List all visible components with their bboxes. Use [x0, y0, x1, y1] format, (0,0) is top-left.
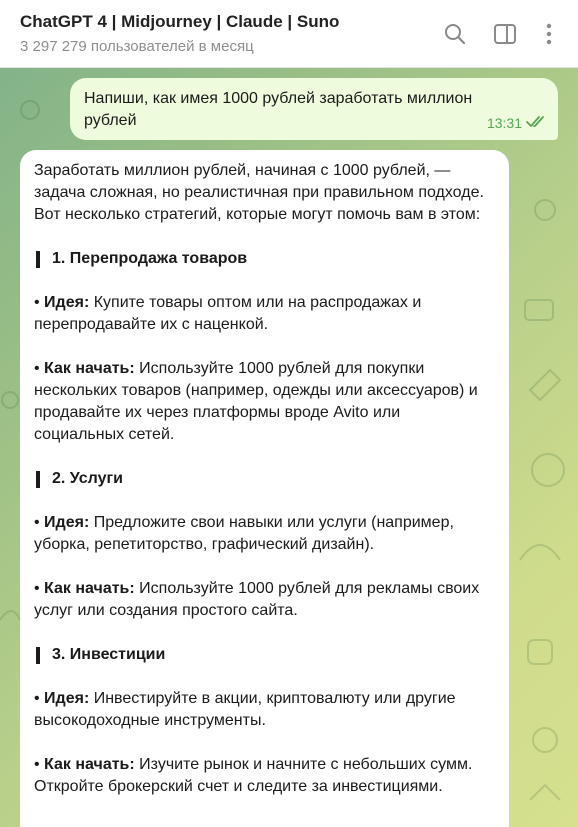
start-text: Используйте 1000 рублей для покупки нескольких товаров (например, одежды или аксессуаров) и продавайте их через платформы вроде Avito или социальных сетей. — [34, 360, 478, 443]
more-vertical-icon[interactable] — [537, 22, 561, 46]
message-meta — [487, 112, 548, 134]
section-heading — [34, 644, 493, 666]
member-count: 3 297 279 пользователей в месяц — [20, 38, 254, 55]
idea-paragraph: • Идея: Купите товары оптом или на распродажах и перепродавайте их с наценкой. — [34, 294, 422, 333]
outgoing-message-text: Напиши, как имея 1000 рублей заработать миллион рублей — [84, 90, 473, 129]
section-heading — [34, 248, 493, 270]
section-heading — [34, 468, 493, 490]
start-label: Как начать: — [44, 360, 135, 377]
start-label: Как начать: — [44, 756, 135, 773]
idea-label: Идея: — [44, 514, 90, 531]
idea-text: Купите товары оптом или на распродажах и перепродавайте их с наценкой. — [34, 294, 422, 333]
section-heading-text: 2. Услуги — [52, 470, 123, 487]
heading-bar — [36, 251, 40, 268]
start-paragraph: • Как начать: Используйте 1000 рублей для покупки нескольких товаров (например, одежды или аксессуаров) и продавайте их через платформы вроде Avito или социальных сетей. — [34, 360, 478, 443]
section-heading-text: 1. Перепродажа товаров — [52, 250, 248, 267]
start-text: Изучите рынок и начните с небольших сумм. Откройте брокерский счет и следите за инвестициями. — [34, 756, 473, 795]
message-time: 13:31 — [486, 115, 522, 131]
heading-bar — [36, 647, 40, 664]
section-heading-text: 3. Инвестиции — [52, 646, 166, 663]
idea-label: Идея: — [44, 294, 90, 311]
idea-paragraph: • Идея: Предложите свои навыки или услуги (например, уборка, репетиторство, графический дизайн). — [34, 514, 454, 553]
sidebar-toggle-icon[interactable] — [493, 22, 517, 46]
start-paragraph: • Как начать: Изучите рынок и начните с небольших сумм. Откройте брокерский счет и следите за инвестициями. — [34, 756, 473, 795]
chat-header — [0, 0, 578, 68]
chat-title[interactable]: ChatGPT 4 | Midjourney | Claude | Suno — [20, 12, 340, 31]
incoming-message[interactable] — [20, 150, 509, 827]
start-text: Используйте 1000 рублей для рекламы своих услуг или создания простого сайта. — [34, 580, 480, 619]
start-paragraph: • Как начать: Используйте 1000 рублей для рекламы своих услуг или создания простого сайта. — [34, 580, 480, 619]
idea-paragraph: • Идея: Инвестируйте в акции, криптовалюту или другие высокодоходные инструменты. — [34, 690, 456, 729]
idea-text: Предложите свои навыки или услуги (например, уборка, репетиторство, графический дизайн). — [34, 514, 454, 553]
idea-label: Идея: — [44, 690, 90, 707]
start-label: Как начать: — [44, 580, 135, 597]
search-icon[interactable] — [443, 22, 467, 46]
idea-text: Инвестируйте в акции, криптовалюту или другие высокодоходные инструменты. — [34, 690, 456, 729]
heading-bar — [36, 471, 40, 488]
outgoing-message[interactable] — [70, 78, 558, 140]
double-check-icon — [526, 112, 548, 134]
intro-text: Заработать миллион рублей, начиная с 1000 рублей, — задача сложная, но реалистичная при правильном подходе. Вот несколько стратегий, которые могут помочь вам в этом: — [34, 162, 484, 223]
